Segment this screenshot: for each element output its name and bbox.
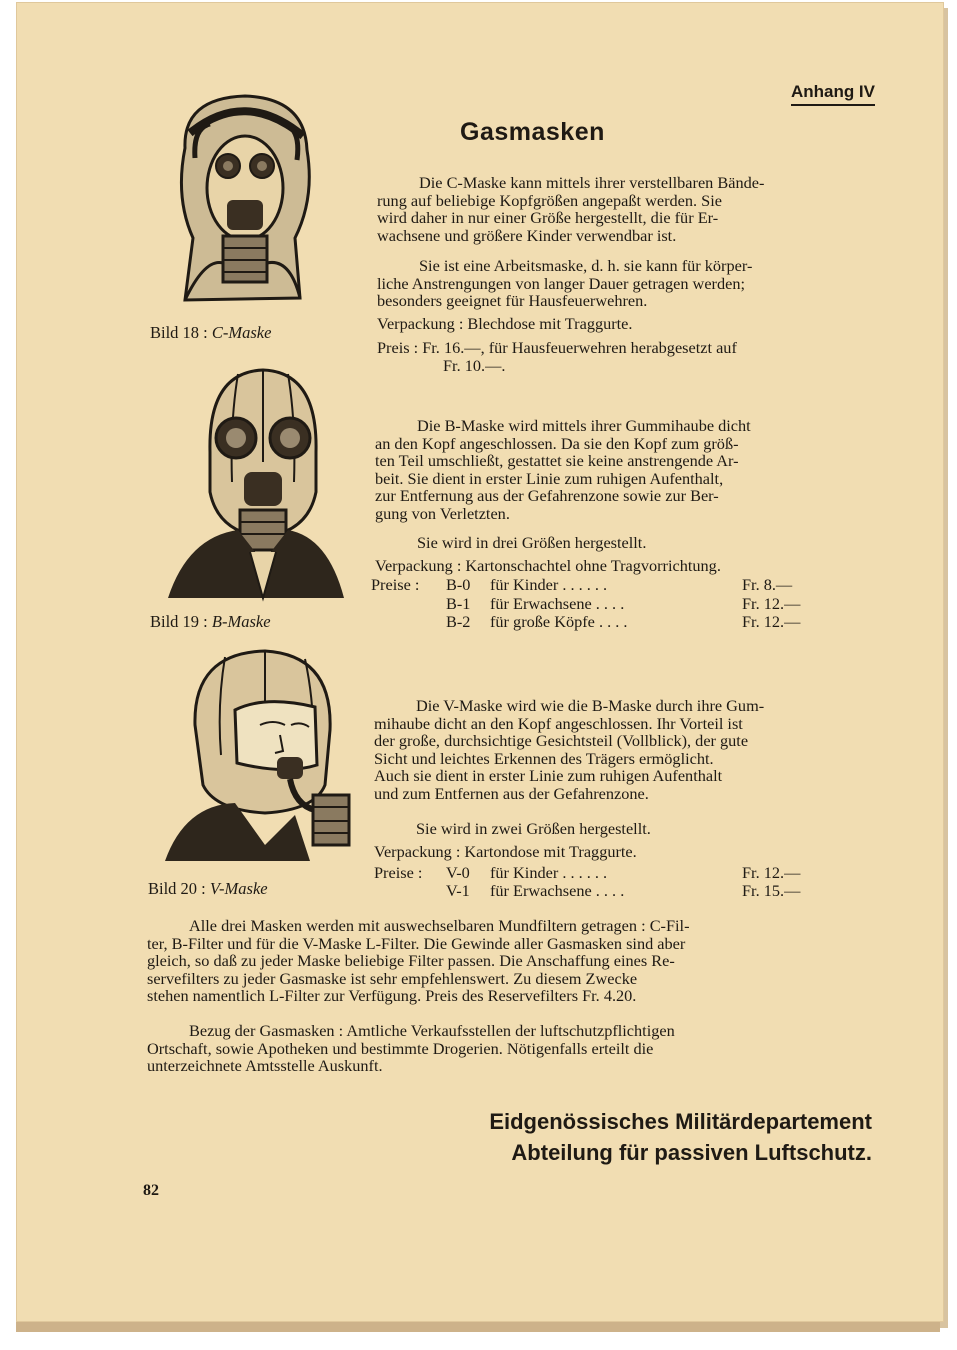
- price-desc: für große Köpfe . . . .: [490, 612, 628, 631]
- text-line: rung auf beliebige Kopfgrößen angepaßt werden. Sie: [377, 190, 722, 210]
- c-mask-price-reduced: Fr. 10.—.: [443, 356, 506, 375]
- b-mask-paragraph-1: [375, 417, 875, 523]
- v-mask-sizes: Sie wird in zwei Größen hergestellt.: [416, 819, 651, 838]
- c-mask-caption-name: C-Maske: [211, 323, 272, 342]
- b-mask-prices-label: Preise :: [371, 575, 420, 594]
- c-mask-illustration: [165, 88, 325, 310]
- c-mask-paragraph-2: [377, 257, 875, 310]
- text-line: an den Kopf angeschlossen. Da sie den Kopf zum größ-: [375, 433, 739, 453]
- price-value: Fr. 15.—: [742, 881, 801, 900]
- text-line: wachsene und größere Kinder verwendbar ist.: [377, 225, 677, 245]
- v-mask-caption-name: V-Maske: [209, 879, 268, 898]
- b-mask-price-row: [446, 576, 792, 594]
- c-mask-packaging: Verpackung : Blechdose mit Traggurte.: [377, 314, 633, 333]
- b-mask-caption: [150, 612, 271, 632]
- text-line: ter, B-Filter und für die V-Maske L-Filter. Die Gewinde aller Gasmasken sind aber: [147, 933, 686, 953]
- price-model: B-0: [446, 575, 471, 594]
- price-value: Fr. 8.—: [742, 575, 793, 594]
- v-mask-caption: [148, 879, 268, 899]
- price-value: Fr. 12.—: [742, 863, 801, 882]
- text-line: wird daher in nur einer Größe hergestellt, die für Er-: [377, 208, 719, 228]
- text-line: liche Anstrengungen von langer Dauer getragen werden;: [377, 273, 745, 293]
- v-mask-price-row: [446, 882, 800, 900]
- v-mask-prices-label: Preise :: [374, 863, 423, 882]
- price-desc: für Kinder . . . . . .: [490, 863, 608, 882]
- text-line: Die V-Maske wird wie die B-Maske durch ihre Gum-: [416, 696, 765, 715]
- b-mask-caption-label: Bild 19 :: [150, 612, 208, 631]
- filters-paragraph: [147, 917, 870, 1005]
- signature-line-1: Eidgenössisches Militärdepartement: [489, 1109, 872, 1134]
- text-line: Bezug der Gasmasken : Amtliche Verkaufsstellen der luftschutzpflichtigen: [189, 1021, 675, 1040]
- page-title: Gasmasken: [460, 118, 605, 146]
- price-desc: für Kinder . . . . . .: [490, 575, 608, 594]
- price-model: B-1: [446, 594, 471, 613]
- v-mask-price-row: [446, 864, 800, 882]
- b-mask-illustration: [168, 362, 344, 602]
- b-mask-sizes: Sie wird in drei Größen hergestellt.: [417, 533, 647, 552]
- signature-line-2: Abteilung für passiven Luftschutz.: [511, 1140, 872, 1165]
- page-number: 82: [143, 1182, 159, 1199]
- text-line: Auch sie dient in erster Linie zum ruhigen Aufenthalt: [374, 766, 723, 786]
- text-line: Sie ist eine Arbeitsmaske, d. h. sie kann für körper-: [419, 256, 753, 275]
- text-line: Alle drei Masken werden mit auswechselbaren Mundfiltern getragen : C-Fil-: [189, 916, 690, 935]
- price-desc: für Erwachsene . . . .: [490, 881, 625, 900]
- text-line: beit. Sie dient in erster Linie zum ruhigen Aufenthalt,: [375, 468, 724, 488]
- c-mask-paragraph-1: [377, 174, 875, 244]
- v-mask-packaging: Verpackung : Kartondose mit Traggurte.: [374, 842, 637, 861]
- text-line: servefilters zu jeder Gasmaske ist sehr empfehlenswert. Zu diesem Zwecke: [147, 968, 638, 988]
- c-mask-price: Preis : Fr. 16.—, für Hausfeuerwehren herabgesetzt auf: [377, 338, 737, 357]
- text-line: besonders geeignet für Hausfeuerwehren.: [377, 291, 648, 311]
- b-mask-price-row: [446, 595, 800, 613]
- text-line: der große, durchsichtige Gesichtsteil (Vollblick), der gute: [374, 731, 749, 751]
- purchase-paragraph: [147, 1022, 870, 1075]
- price-value: Fr. 12.—: [742, 612, 801, 631]
- text-line: Die C-Maske kann mittels ihrer verstellbaren Bände-: [419, 173, 765, 192]
- text-line: zur Entfernung aus der Gefahrenzone sowie zur Ber-: [375, 486, 719, 506]
- v-mask-paragraph-1: [374, 697, 875, 803]
- b-mask-caption-name: B-Maske: [211, 612, 271, 631]
- price-model: B-2: [446, 612, 471, 631]
- b-mask-packaging: Verpackung : Kartonschachtel ohne Tragvorrichtung.: [375, 556, 721, 575]
- text-line: mihaube dicht an den Kopf angeschlossen. Ihr Vorteil ist: [374, 713, 743, 733]
- text-line: gleich, so daß zu jeder Maske beliebige Filter passen. Die Anschaffung eines Re-: [147, 951, 675, 971]
- c-mask-caption-label: Bild 18 :: [150, 323, 208, 342]
- text-line: unterzeichnete Amtsstelle Auskunft.: [147, 1056, 383, 1076]
- v-mask-illustration: [165, 645, 365, 865]
- c-mask-caption: [150, 323, 271, 343]
- page-edge: [16, 1322, 940, 1332]
- text-line: stehen namentlich L-Filter zur Verfügung. Preis des Reservefilters Fr. 4.20.: [147, 986, 637, 1006]
- price-value: Fr. 12.—: [742, 594, 801, 613]
- text-line: Die B-Maske wird mittels ihrer Gummihaube dicht: [417, 416, 751, 435]
- text-line: gung von Verletzten.: [375, 503, 510, 523]
- v-mask-caption-label: Bild 20 :: [148, 879, 206, 898]
- price-model: V-1: [446, 881, 470, 900]
- text-line: Sicht und leichtes Erkennen des Trägers ermöglicht.: [374, 748, 714, 768]
- text-line: und zum Entfernen aus der Gefahrenzone.: [374, 783, 649, 803]
- price-model: V-0: [446, 863, 470, 882]
- signature-block: [489, 1106, 872, 1168]
- price-desc: für Erwachsene . . . .: [490, 594, 625, 613]
- appendix-label: Anhang IV: [791, 82, 875, 106]
- text-line: ten Teil umschließt, gestattet sie keine anstrengende Ar-: [375, 451, 739, 471]
- b-mask-price-row: [446, 613, 800, 631]
- text-line: Ortschaft, sowie Apotheken und bestimmte Drogerien. Nötigenfalls erteilt die: [147, 1038, 654, 1058]
